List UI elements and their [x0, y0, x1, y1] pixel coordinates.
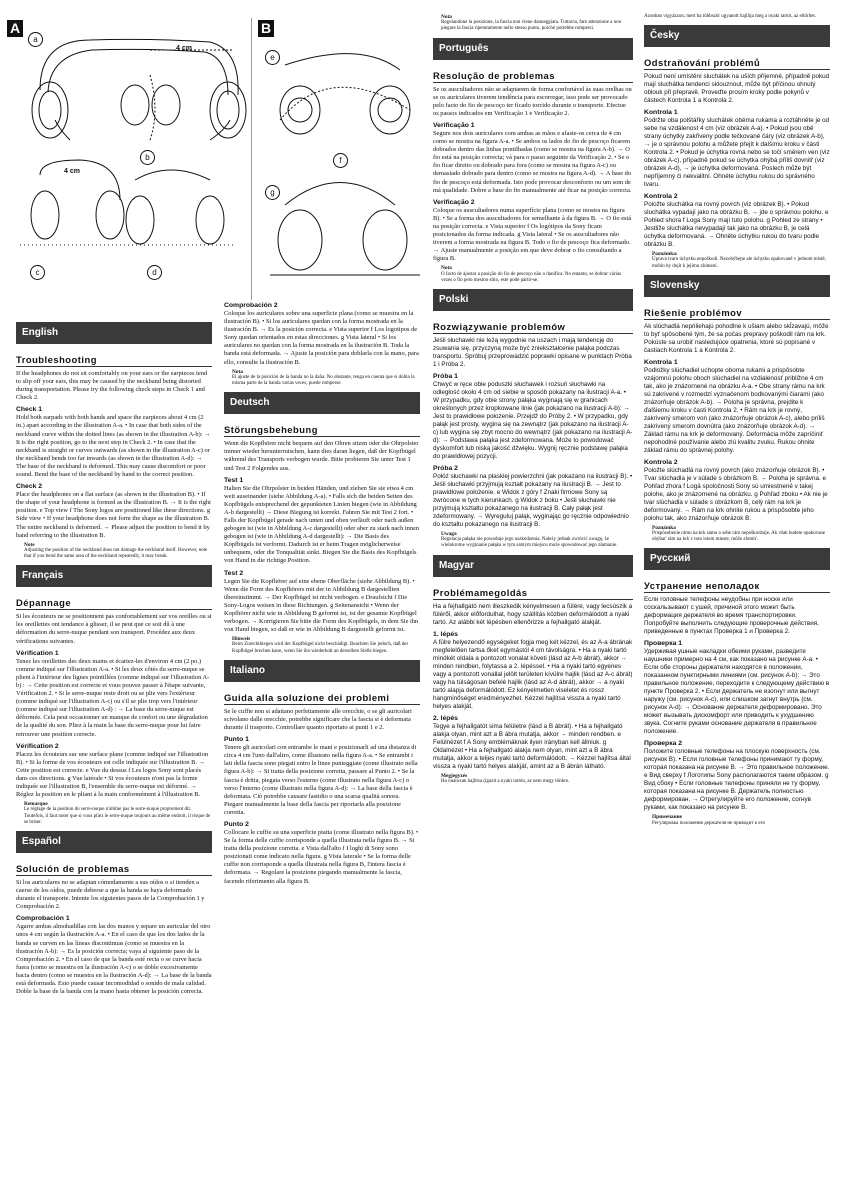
magyar-note	[441, 773, 633, 785]
illustration-area	[0, 0, 420, 305]
deutsch-check2-title: Test 2	[224, 569, 244, 577]
english-check2-text: Place the headphones on a flat surface (as shown in the illustration B). • If the shape of your headphone is formed as the illustration B. → It is the right position. e Top view f The Sony logos are positioned like these directions. g Side view • If your headphone does not form the shape as the illustration B. The entire neckband is deformed. → Please adjust the position to bend it by hand referring to the illustration B.	[16, 491, 211, 539]
italiano-title: Guida alla soluzione dei problemi	[224, 692, 420, 705]
italiano-check2-text: Collocare le cuffie su una superficie piatta (come illustrato nella figura B). • Se la forma delle cuffie corrisponde a quella illustrata nella figura B. → Si tratta della posizione corretta. e Vista dall'alto f I loghi di Sony sono posizionati come indicato nella figura. g Vista laterale • Se la forma delle cuffie non corrisponde a quella illustrata nella figura B, l'intera fascia è deformata. → Regolare la posizione piegando manualmente la fascia, facendo riferimento alla figura B.	[224, 828, 419, 885]
cesky-note	[652, 251, 830, 270]
english-intro: If the headphones do not sit comfortably on your ears or the earpieces tend to slip off your ears, this may be caused by the neckband being distorted during transportation. Please try the following check steps in Check 1 and Check 2.	[16, 370, 208, 402]
magyar-check2-title: 2. lépés	[433, 714, 458, 722]
magyar-note-text: Ha önaloxan hajlítsa (igazít a nyaki tartón, az nem megy tönkre.	[441, 778, 570, 784]
russkiy-check1-text: Удерживая ушные накладки обеими руками, разведите наушники примерно на 4 см, как показано на рисунке A-a. • Если обе стороны держателя находятся в положении, показанном пунктирными линиями (см. рисунок A-b): → Это правильное положение, переходите к следующему действию в пункте Проверка 2. • Если держатель не изогнут или выгнут наружу (см. рисунок A-c), или слишком загнут внутрь (см. рисунок A-d): → Основание держателя деформировано. Это может вызывать дискомфорт или приводить к ухудшению звука. Согните руками основание держателя в правильное положение.	[644, 648, 830, 736]
lang-header-cesky: Česky	[644, 25, 830, 47]
neckband-top-a	[40, 39, 238, 95]
slovensky-note-title: Poznámka	[652, 524, 676, 531]
portugues-title: Resolução de problemas	[433, 70, 633, 83]
lang-header-portugues: Português	[433, 38, 633, 60]
italiano-note-text: Regolandone la posizione, la fascia non viene danneggiata. Tuttavia, fare attenzione a non piegare la fascia ripetutamente nello stesso punto, poiché potrebbe rompersi.	[441, 20, 622, 32]
polski-intro: Jeśli słuchawki nie leżą wygodnie na uszach i mają tendencję do zsuwania się, przyczyną może być zniekształcenie pałąka podczas transportu. Spróbuj przeprowadzić poprawki opisane w punktach Próba 1 i Próba 2.	[433, 337, 632, 368]
cesky-check2-text: Položte sluchátka na rovný povrch (viz obrázek B). • Pokud sluchátka vypadají jako na obrázku B, → jde o správnou polohu. e Pohled shora f Loga Sony mají tuto polohu. g Pohled ze strany • Jestliže sluchátka nevypadají tak jako na obrázku B, je celá úchytka deformovaná. → Ohněte úchytku rukou do tvaru podle obrázku B.	[644, 201, 829, 249]
lang-header-slovensky: Slovensky	[644, 275, 830, 297]
italiano-intro: Se le cuffie non si adattano perfettamente alle orecchie, o se gli auricolari scivolano dalle orecchie, potrebbe significare che la fascia si è deformata durante il trasporto. Controllare quanto riportato ai punti 1 e 2.	[224, 707, 412, 732]
espanol-check1-text: Agarre ambas almohadillas con las dos manos y separe un auricular del otro unos 4 cm según la ilustración A-a. • En el caso de que los dos lados de la banda se curven en las líneas discontinuas (como se muestra en la ilustración A-b): → Es la posición correcta; vaya al siguiente paso de la Comprobación 2. • En el caso de que la banda esté recta o se curve hacia fuera (como se muestra en la ilustración A-c) o se doble excesivamente hacia dentro (como se muestra en la ilustración A-d): → La base de la banda está deformada. Esto puede causar incomodidad o sonido de mala calidad. Doble la base de la banda con la mano hasta obtener la posición correcta.	[16, 923, 212, 996]
deutsch-check1-text: Halten Sie die Ohrpolster in beiden Händen, und ziehen Sie sie etwa 4 cm weit auseinander (siehe Abbildung A-a). • Falls sich die beiden Seiten des Kopfbügels entsprechend der gepunkteten Linien biegen (wie in Abbildung A-b dargestellt) → Diese Biegung ist korrekt. Fahren Sie mit Test 2 fort. • Falls der Kopfbügel gerade nach unten und oben verläuft oder nach außen gebogen ist (wie in Abbildung A-c dargestellt) oder aber zu stark nach innen gebogen ist (wie in Abbildung A-d dargestellt): → Die Basis des Kopfbügels ist verformt. Dadurch ist er beim Tragen möglicherweise unbequem, oder die Tonqualität sinkt. Biegen Sie die Basis des Kopfbügels von Hand in die richtige Position.	[224, 484, 420, 565]
espanol-check1-title: Comprobación 1	[16, 915, 70, 923]
magyar-intro: Ha a fejhallgató nem illeszkedik kényelmesen a fülére, vagy lecsúszik a füléről, akkor előfordulhat, hogy szállítás közben deformálódott a nyaki tartó. Az alábbi két lépésben ellenőrizze a fejhallgató alakját.	[433, 602, 633, 626]
panel-b-label: B	[258, 20, 274, 37]
lang-header-magyar: Magyar	[433, 555, 633, 577]
cesky-check1-title: Kontrola 1	[644, 109, 678, 117]
espanol-check2-text: Coloque los auriculares sobre una superficie plana (como se muestra en la ilustración B). • Si los auriculares quedan con la forma mostrada en la ilustración B. → Es la posición correcta. e Vista superior f Los logotipos de Sony quedan orientados en estas direcciones. g Vista lateral • Si los auriculares no quedan con la forma mostrada en la ilustración B. Toda la banda está deformada. → Ajuste la posición para doblarla con la mano, para ello, consulte la ilustración B.	[224, 310, 419, 366]
callout-c: c	[30, 265, 45, 280]
portugues-check1-title: Verificação 1	[433, 121, 475, 129]
magyar-check1-text: A fülre helyezendő egységeket fogja meg két kézzel, és az A-a ábrának megfelelően tartsa őket egymástól 4 cm távolságra. • Ha a nyaki tartó mindkét oldala a pontozott vonalat követi (lásd az A-b ábrát), akkor → minden rendben, folytassa a 2. lépéssel. • Ha a nyaki tartó egyenes vagy a pontozott vonallal jelölt területen kívülre hajlik (lásd az A-c ábrát) vagy ha túlságosan befelé hajlik (lásd az A-d ábrát), akkor → a nyaki tartó alapja deformálódott. Ez kényelmetlen viseletet és rossz hangminőséget eredményezhet. Kézzel hajlítsa vissza a nyaki tartó helyes alakját.	[433, 638, 633, 710]
english-check1-title: Check 1	[16, 406, 43, 414]
deutsch-note-text: Beim Zurechtbiegen wird der Kopfbügel nicht beschädigt. Beachten Sie jedoch, daß der Kopfbügel brechen kann, wenn Sie ihn wiederholt an derselben Stelle biegen.	[232, 642, 409, 654]
callout-f: f	[333, 153, 348, 168]
column-4	[644, 12, 830, 1191]
polski-check1-text: Chwyć w ręce obie poduszki słuchawek i rozsuń słuchawki na odległość około 4 cm od siebie w sposób pokazany na ilustracji A-a. • W przypadku, gdy obie strony pałąka wyginają się w granicach określonych przez kropkowane linie (jak pokazano na ilustracji A-b): → Jest to prawidłowe położenie. Przejdź do Próby 2. • W przypadku, gdy pałąk jest prosty, wygina się na zewnątrz (jak pokazano na ilustracji A-c) lub wygina się zbyt mocno do wewnątrz (jak pokazano na ilustracji A-d): → Podstawa pałąka jest zdeformowana. Może to powodować dyskomfort lub niską jakość dźwięku. Wygnij ręcznie podstawę pałąka do prawidłowej pozycji.	[433, 381, 633, 460]
deutsch-check1-title: Test 1	[224, 476, 244, 484]
callout-g: g	[265, 185, 280, 200]
callout-d: d	[147, 265, 162, 280]
english-note-text: Adjusting the position of the neckband does not damage the neckband itself. However, note that if you bend the same area of the neckband repeatedly, it may break.	[24, 547, 208, 560]
polski-title: Rozwiązywanie problemów	[433, 321, 633, 334]
lang-header-francais: Français	[16, 565, 212, 587]
lang-header-deutsch: Deutsch	[224, 392, 420, 414]
lang-header-english: English	[16, 322, 212, 344]
espanol-check2-title: Comprobación 2	[224, 302, 278, 309]
cesky-note-title: Poznámka:	[652, 251, 678, 258]
polski-note	[441, 531, 633, 550]
cesky-check1-text: Podržte oba polštářky sluchátek oběma rukama a roztáhněte je od sebe na vzdálenost 4 cm (viz obrázek A-a). • Pokud jsou obě strany úchytky zakřiveny podle tečkované čáry (viz obrázek A-b), → je o správnou polohu a můžete přejít k dalšímu kroku v části Kontrola 2. • Pokud je úchytka rovná nebo se točí směrem ven (viz obrázek A-c), případně pokud se úchytka ohýbá příliš dovnitř (viz obrázek A-d), → je úchytka deformovaná. Poslech může být nepříjemný či nekvalitní. Ohněte úchytku rukou do správného tvaru.	[644, 117, 830, 189]
italiano-note-title: Nota	[441, 14, 452, 20]
portugues-note	[441, 265, 633, 284]
espanol-title: Solución de problemas	[16, 863, 212, 876]
magyar-check1-title: 1. lépés	[433, 630, 458, 638]
italiano-check1-title: Punto 1	[224, 736, 249, 744]
italiano-check2-title: Punto 2	[224, 820, 249, 828]
column-1	[16, 318, 212, 1191]
polski-note-text: Regulacja pałąka nie powoduje jego uszkodzenia. Należy jednak zwrócić uwagę, że wielokrotne wyginanie pałąka w tym samym miejscu może spowodować jego złamanie.	[441, 537, 618, 549]
slovensky-check1-text: Podložky slúchadiel uchopte oboma rukami a prispôsobte vzájomnú polohu oboch slúchadiel na vzdialenosť približne 4 cm tak, ako je znázornené na obrázku A-a. • Obe strany rámu na krk sú zakrivené v rozmedzí vyznačenom bodkovanými čiarami (ako znázorňuje obrázok A-b). → Poloha je správna, prejdite k ďalšiemu kroku v časti Kontrola 2. • Rám na krk je rovný, zakrivený smerom von (ako znázorňuje obrázok A-c), alebo príliš zakrivený smerom dovnútra (ako znázorňuje obrázok A-d). → Základ rámu na krk je deformovaný. Deformácia môže zapríčiniť nepohodlné používanie alebo zlú kvalitu zvuku. Rukou ohnite základ rámu do správnej polohy.	[644, 366, 825, 454]
espanol-note-text: El ajuste de la posición de la banda no la daña. No obstante, tenga en cuenta que si dobla la misma parte de la banda varias veces, puede romperse.	[232, 374, 415, 387]
polski-check2-text: Połóż słuchawki na płaskiej powierzchni (jak pokazano na ilustracji B). • Jeśli słuchawki przyjmują kształt pokazany na ilustracji B. → Jest to prawidłowe położenie. e Widok z góry f Znaki firmowe Sony są zwrócone w tych kierunkach. g Widok z boku • Jeśli słuchawki nie przyjmują kształtu pokazanego na ilustracji B. Cały pałąk jest zdeformowany. → Wyreguluj pałąk, wyginając go ręcznie odpowiednio do kształtu pokazanego na ilustracji B.	[433, 473, 633, 528]
francais-check2-text: Placez les écouteurs sur une surface plane (comme indiqué sur l'illustration B). • Si la forme de vos écouteurs est celle indiquée sur l'illustration B. → Cette position est correcte. e Vue du dessus f Les logos Sony sont placés dans ces directions. g Vue latérale • Si vos écouteurs n'ont pas la forme indiquée sur l'illustration B, l'ensemble du serre-nuque est déformé. → Réglez la position en le pliant à la main conformément à l'illustration B.	[16, 750, 209, 799]
english-check1-text: Hold both earpads with both hands and space the earpieces about 4 cm (2 in.) apart according to the illustration A-a. • In case that both sides of the neckband curve within the dotted lines (as shown in the illustration A-b): → It is the right position, go to the next step in Check 2. • In case that the neckband is straight or curves outwards (as shown in the illustration A-c) or the neckband bends too far inwards (as shown in the illustration A-d): → The base of the neckband is deformed. This may cause discomfort or poor sound. Bend the base of the neckband by hand to the correct position.	[16, 414, 211, 479]
callout-e: e	[265, 50, 280, 65]
espanol-note	[232, 369, 420, 388]
russkiy-check1-title: Проверка 1	[644, 640, 683, 648]
polski-check2-title: Próba 2	[433, 465, 458, 472]
lang-header-polski: Polski	[433, 289, 633, 311]
italiano-note	[441, 14, 633, 33]
cesky-check2-title: Kontrola 2	[644, 193, 678, 201]
espanol-note-title: Nota	[232, 368, 243, 375]
magyar-title: Problémamegoldás	[433, 587, 633, 600]
lang-header-russkiy: Русский	[644, 548, 830, 570]
slovensky-check2-title: Kontrola 2	[644, 458, 678, 466]
magyar-note-title: Megjegyzés	[441, 772, 468, 779]
dimension-label-bottom: 4 cm	[64, 168, 80, 175]
portugues-check1-text: Segure nos dois auriculares com ambas as mãos e afaste-os cerca de 4 cm como se mostra na figura A-a. • Se ambos os lados do fio de pescoço ficarem dobrados dentro das linhas pontilhadas (como se mostra na figura A-b). → O fio está na posição correcta; vá para o passo seguinte da Verificação 2. • Se o fio ficar direito ou dobrado para fora (como se mostra na figura A-c) ou demasiado dobrado para dentro (como se mostra na figura A-d). → A base do fio de pescoço está deformada. Isto pode provocar desconforto ou um som de má qualidade. Dobre a base do fio manualmente até ficar na posição correcta.	[433, 129, 632, 194]
portugues-note-text: O facto de ajustar a posição do fio de pescoço não o danifica. No entanto, se dobrar várias vezes o fio pelo mesmo sítio, este pode partir-se.	[441, 271, 622, 283]
neckband-top-b	[285, 54, 400, 70]
panel-a-label: A	[7, 20, 23, 37]
francais-note	[24, 801, 212, 826]
francais-check2-title: Vérification 2	[16, 742, 59, 750]
slovensky-check2-text: Položte slúchadlá na rovný povrch (ako znázorňuje obrázok B). • Tvar slúchadla je v súlade s obrázkom B. → Poloha je správna. e Pohľad zhora f Logá spoločnosti Sony sú umiestnené v takej polohe, ako je znázornené na obrázku. g Pohľad zboku • Ak nie je tvar slúchadla v súlade s obrázkom B, celý rám na krk je deformovaný. → Rám na krk ohnite rukou a prispôsobte jeho polohu tak, ako znázorňuje obrázok B.	[644, 466, 828, 522]
francais-note-text: Le réglage de la position du serre-nuque n'abîme pas le serre-nuque proprement dit. Toutefois, il faut noter que si vous pliez le serre-nuque toujours au même endroit, il risque de se briser.	[24, 807, 211, 825]
cesky-title: Odstraňování problémů	[644, 57, 830, 70]
portugues-intro: Se os auscultadores não se adaptarem de forma confortável às suas orelhas ou se os auriculares tiverem tendência para escorregar, isso pode ser provocado pelo facto do fio de pescoço ter ficado torcido durante o transporte. Efectue os passos indicados em Verificação 1 e Verificação 2.	[433, 85, 632, 117]
portugues-check2-title: Verificação 2	[433, 198, 475, 206]
slovensky-note	[652, 525, 830, 544]
neckband-bottom-d	[135, 170, 210, 180]
neckband-side-b	[285, 183, 395, 206]
russkiy-note	[652, 814, 830, 826]
slovensky-note-text: Prispôsobenie rámu na krk samo o sebe rám nepoškodzuje. Ak však budete opakovane ohýbať rám na krk v tom istom mieste, môže zlomiť.	[652, 531, 826, 543]
polski-note-title: Uwaga	[441, 531, 457, 537]
russkiy-title: Устранение неполадок	[644, 580, 830, 593]
deutsch-title: Störungsbehebung	[224, 424, 420, 437]
slovensky-intro: Ak slúchadlá nepriliehajú pohodlne k ušiam alebo skĺzavajú, môže to byť spôsobené tým, že sa počas prepravy poškodil rám na krk. Pokúste sa urobiť nasledujúce opatrenia, ktoré sú popísané v častiach Kontrola 1 a Kontrola 2.	[644, 322, 829, 354]
callout-a: a	[28, 32, 43, 47]
headphone-drawings	[0, 0, 420, 305]
cesky-intro: Pokud není umístění sluchátek na uších příjemné, případně pokud mají sluchátka tendenci sklouznout, může být příčinou ohnutý oblouk při přepravě. Proveďte prosím kroky podle pokynů v částech Kontrola 1 a Kontrola 2.	[644, 73, 830, 105]
russkiy-note-text: Регулировка положения держателя не приводит к его	[652, 820, 766, 826]
portugues-note-title: Nota	[441, 265, 452, 272]
slovensky-check1-title: Kontrola 1	[644, 358, 678, 366]
slovensky-title: Riešenie problémov	[644, 307, 830, 320]
english-note	[24, 542, 212, 561]
deutsch-note	[232, 636, 420, 655]
magyar-note-continued: Azonban vigyázzon, mert ha többször ugyanott hajlítja meg a nyaki tartót, az eltörhet.	[644, 14, 817, 19]
magyar-check2-text: Tegye a fejhallgatót sima felületre (lásd a B ábrát). • Ha a fejhallgató alakja olyan, mint azt a B ábra mutatja, akkor → minden rendben. e Felülnézet f A Sony emblémáknak ilyen irányban kell állniuk. g Oldalnézet • Ha a fejhallgató alakja nem olyan, mint azt a B ábra mutatja, akkor a teljes nyaki tartó deformálódott. → Kézzel hajlítsa által vissza a nyaki tartó helyes alakját, amint az a B ábrán látható.	[433, 722, 631, 770]
francais-check1-title: Vérification 1	[16, 649, 59, 657]
russkiy-intro: Если головные телефоны неудобны при носке или соскальзывают с ушей, причиной этого может быть деформация держателя во время транспортировки. Попробуйте выполнить следующие проверочные действия, приведенные в пунктах Проверка 1 и Проверка 2.	[644, 596, 819, 636]
deutsch-check2-text: Legen Sie die Kopfhörer auf eine ebene Oberfläche (siehe Abbildung B). • Wenn die Form des Kopfhörers mit der in Abbildung B dargestellten übereinstimmt. → Der Kopfbügel ist nicht verbogen. e Draufsicht f Die Sony-Logos weisen in diese Richtungen. g Seitenansicht • Wenn der Kopfhörer nicht wie in Abbildung B geformt ist, ist der gesamte Kopfbügel verbogen. → Korrigieren Sie bitte die Form des Kopfbügels, in dem Sie ihn von Hand biegen, so daß er wie in Abbildung B dargestellt geformt ist.	[224, 577, 419, 634]
francais-note-title: Remarque	[24, 801, 48, 808]
column-3	[433, 12, 633, 1191]
lang-header-espanol: Español	[16, 831, 212, 853]
francais-intro: Si les écouteurs ne se positionnent pas confortablement sur vos oreilles ou si les oreillettes ont tendance à glisser, il se peut que ce soit dû à une déformation du serre-nuque pendant son transport. Procédez aux deux vérifications suivantes.	[16, 613, 212, 645]
deutsch-note-title: Hinweis	[232, 636, 251, 643]
portugues-check2-text: Coloque os auscultadores numa superfície plana (como se mostra na figura B). • Se a forma dos auscultadores for semelhante à da figura B. → O fio está na posição correcta. e Vista superior f Os logótipos da Sony ficam posicionados da forma indicada. g Vista lateral • Se os auscultadores não tiverem a forma mostrada na figura B. Todo o fio de pescoço fica deformado. → Ajuste manualmente a posição em que deve dobrar o fio consultando a figura B.	[433, 206, 632, 263]
english-check2-title: Check 2	[16, 483, 43, 491]
cesky-note-text: Úprava tvaru úchytku nepoškodí. Nezohýbejte ale úchytku opakovaně v jednom místě, mohlo by dojít k jejímu zlomení.	[652, 257, 826, 269]
dimension-label-top: 4 cm	[176, 45, 192, 52]
italiano-check1-text: Tenere gli auricolari con entrambe le mani e posizionarli ad una distanza di circa 4 cm l'uno dall'altro, come illustrato nella figura A-a. • Se entrambi i lati della fascia sono piegati entro le linee punteggiate (come illustrato nella figura A-b): → Si tratta della posizione corretta, passare al Punto 2. • Se la fascia è dritta, piegata verso l'esterno (come illustrato nella figura A-c) o verso l'interno (come illustrato nella figura A-d): → La base della fascia è deformata. Ciò potrebbe causare fastidio o una scarsa qualità sonora. Piegare manualmente la base della fascia per riportarla alla posizione corretta.	[224, 744, 418, 816]
callout-b: b	[140, 150, 155, 165]
russkiy-check2-title: Проверка 2	[644, 740, 683, 748]
russkiy-note-title: Примечание	[652, 814, 683, 821]
column-2	[224, 298, 420, 1191]
lang-header-italiano: Italiano	[224, 660, 420, 682]
english-note-title: Note	[24, 541, 35, 548]
deutsch-intro: Wenn die Kopfhörer nicht bequem auf den Ohren sitzen oder die Ohrpolster immer wieder herunterrutschen, kann dies daran liegen, daß der Kopfbügel während des Transports verbogen wurde. Bitte probieren Sie unter Test 1 und Test 2 Folgendes aus.	[224, 440, 419, 472]
english-title: Troubleshooting	[16, 354, 212, 367]
polski-check1-title: Próba 1	[433, 373, 458, 380]
francais-title: Dépannage	[16, 597, 212, 610]
espanol-intro: Si los auriculares no se adaptan cómodamente a sus oídos o si tienden a caerse de los oídos, puede deberse a que la banda se haya deformado durante el transporte. Intente los siguientes pasos de la Comprobación 1 y Comprobación 2.	[16, 878, 205, 911]
earpad-left-a	[32, 82, 68, 138]
francais-check1-text: Tenez les oreillettes des deux mains et écartez-les d'environ 4 cm (2 po.) comme indiqué sur l'illustration A-a. • Si les deux côtés du serre-nuque se plient à l'intérieur des lignes pointillées (comme indiqué sur l'illustration A-b) : → Cette position est correcte et vous pouvez passer à l'étape suivante, Vérification 2. • Si le serre-nuque reste droit ou se plie vers l'extérieur (comme indiqué sur l'illustration A-c) ou s'il se plie trop vers l'intérieur (comme indiqué sur l'illustration A-d) : → La base du serre-nuque est déformée. Cela peut occasionner un manque de confort ou une dégradation de la qualité du son. Pliez à la main la base du serre-nuque pour lui faire retrouver une position correcte.	[16, 657, 210, 738]
russkiy-check2-text: Положите головные телефоны на плоскую поверхность (см. рисунок B). • Если головные телефоны принимают ту форму, которая показана на рисунке B. → Это правильное положение. e Вид сверху f Логотипы Sony располагаются таким образом. g Вид сбоку • Если головные телефоны приняли не ту форму, которая показана на рисунке B. Держатель полностью деформирован. → Отрегулируйте его положение, согнув руками, как показано на рисунке B.	[644, 748, 830, 812]
